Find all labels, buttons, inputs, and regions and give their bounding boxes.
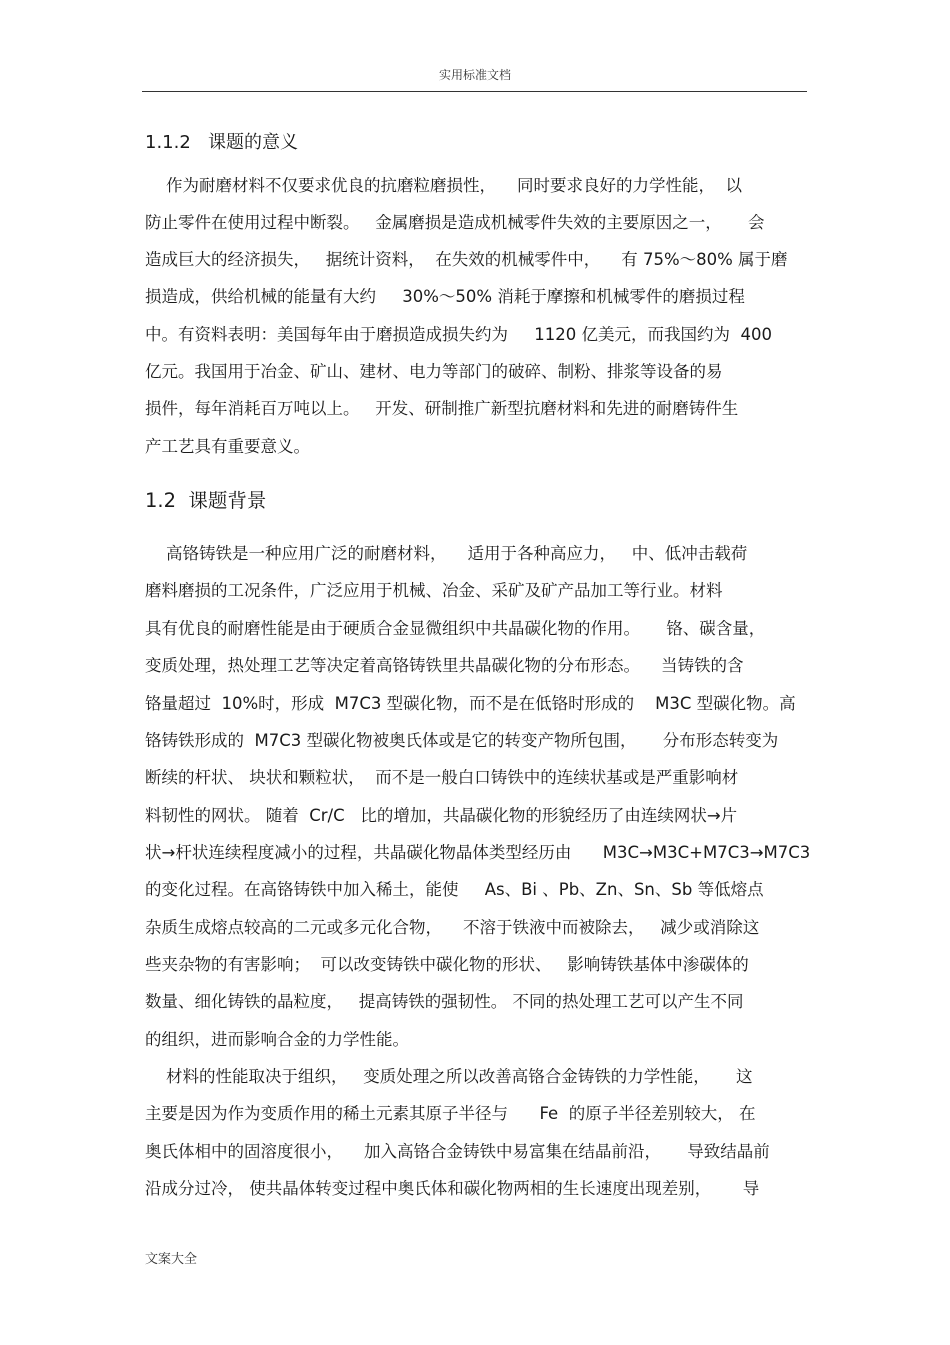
paragraph-line: 造成巨大的经济损失， 据统计资料， 在失效的机械零件中， 有 75%～80% 属于磨 [145,250,788,269]
section-heading-1-1-2: 1.1.2 课题的意义 [145,132,298,153]
paragraph-line: 产工艺具有重要意义。 [145,437,310,456]
paragraph-line: 状→杆状连续程度减小的过程，共晶碳化物晶体类型经历由 M3C→M3C+M7C3→M7C3 [145,843,811,862]
paragraph-line: 材料的性能取决于组织， 变质处理之所以改善高铬合金铸铁的力学性能， 这 [145,1067,753,1086]
header-divider [142,91,807,92]
paragraph-line: 变质处理，热处理工艺等决定着高铬铸铁里共晶碳化物的分布形态。 当铸铁的含 [145,656,744,675]
paragraph-line: 亿元。我国用于冶金、矿山、建材、电力等部门的破碎、制粉、排浆等设备的易 [145,362,723,381]
paragraph-line: 损造成，供给机械的能量有大约 30%～50% 消耗于摩擦和机械零件的磨损过程 [145,287,745,306]
paragraph-line: 奥氏体相中的固溶度很小， 加入高铬合金铸铁中易富集在结晶前沿， 导致结晶前 [145,1142,770,1161]
paragraph-line: 料韧性的网状。 随着 Cr/C 比的增加，共晶碳化物的形貌经历了由连续网状→片 [145,806,738,825]
paragraph-line: 主要是因为作为变质作用的稀土元素其原子半径与 Fe 的原子半径差别较大， 在 [145,1104,756,1123]
paragraph-line: 数量、细化铸铁的晶粒度， 提高铸铁的强韧性。 不同的热处理工艺可以产生不同 [145,992,744,1011]
paragraph-line: 的变化过程。在高铬铸铁中加入稀土，能使 As、Bi 、Pb、Zn、Sn、Sb 等低熔点 [145,880,764,899]
paragraph-line: 具有优良的耐磨性能是由于硬质合金显微组织中共晶碳化物的作用。 铬、碳含量， [145,619,766,638]
paragraph-line: 沿成分过冷， 使共晶体转变过程中奥氏体和碳化物两相的生长速度出现差别， 导 [145,1179,760,1198]
paragraph-line: 铬铸铁形成的 M7C3 型碳化物被奥氏体或是它的转变产物所包围， 分布形态转变为 [145,731,779,750]
page-footer: 文案大全 [145,1252,198,1267]
paragraph-line: 铬量超过 10%时，形成 M7C3 型碳化物，而不是在低铬时形成的 M3C 型碳化物。高 [145,694,796,713]
paragraph-line: 杂质生成熔点较高的二元或多元化合物， 不溶于铁液中而被除去， 减少或消除这 [145,918,760,937]
paragraph-line: 磨料磨损的工况条件，广泛应用于机械、冶金、采矿及矿产品加工等行业。材料 [145,581,723,600]
section-heading-1-2: 1.2 课题背景 [145,489,267,512]
paragraph-line: 作为耐磨材料不仅要求优良的抗磨粒磨损性， 同时要求良好的力学性能， 以 [145,176,742,195]
paragraph-line: 中。有资料表明：美国每年由于磨损造成损失约为 1120 亿美元，而我国约为 400 [145,325,772,344]
paragraph-line: 断续的杆状、 块状和颗粒状， 而不是一般白口铸铁中的连续状基或是严重影响材 [145,768,739,787]
paragraph-line: 损件，每年消耗百万吨以上。 开发、研制推广新型抗磨材料和先进的耐磨铸件生 [145,399,739,418]
paragraph-line: 些夹杂物的有害影响； 可以改变铸铁中碳化物的形状、 影响铸铁基体中渗碳体的 [145,955,749,974]
paragraph-line: 的组织，进而影响合金的力学性能。 [145,1030,409,1049]
paragraph-line: 高铬铸铁是一种应用广泛的耐磨材料， 适用于各种高应力， 中、低冲击载荷 [145,544,748,563]
paragraph-line: 防止零件在使用过程中断裂。 金属磨损是造成机械零件失效的主要原因之一， 会 [145,213,765,232]
page-header: 实用标准文档 [438,68,511,82]
